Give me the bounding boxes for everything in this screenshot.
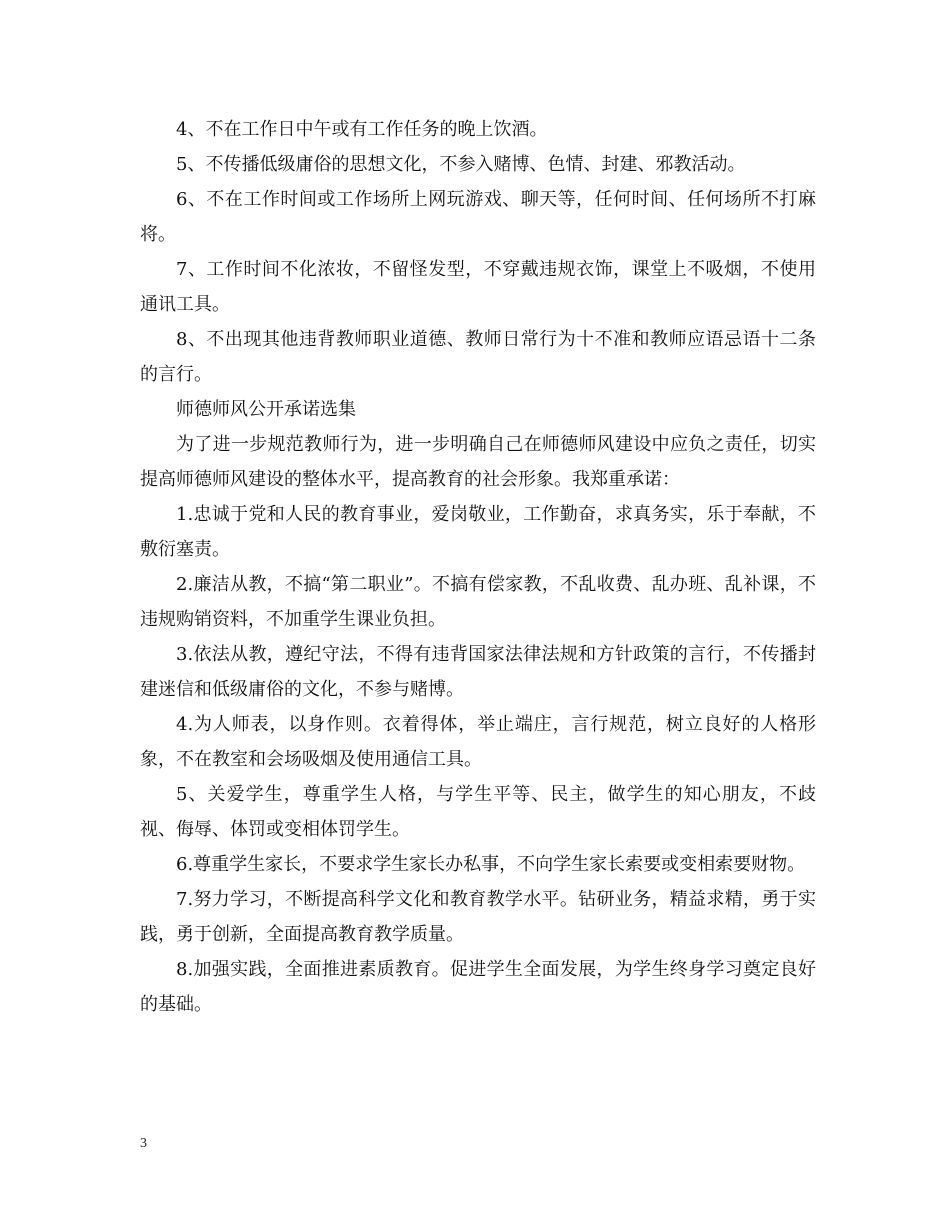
pledge-item-4: 4.为人师表，以身作则。衣着得体，举止端庄，言行规范，树立良好的人格形象，不在教室和会场吸烟及使用通信工具。 — [140, 714, 816, 770]
pledge-item-6: 6.尊重学生家长，不要求学生家长办私事，不向学生家长索要或变相索要财物。 — [176, 854, 806, 875]
pledge-item-7: 7.努力学习，不断提高科学文化和教育教学水平。钻研业务，精益求精，勇于实践，勇于创新，全面提高教育教学质量。 — [140, 889, 816, 945]
section-heading: 师德师风公开承诺选集 — [176, 399, 356, 420]
document-body — [140, 112, 816, 1022]
paragraph-rule-5: 5、不传播低级庸俗的思想文化，不参入赌博、色情、封建、邪教活动。 — [176, 154, 746, 175]
page-number: 3 — [140, 1136, 147, 1151]
paragraph-rule-8: 8、不出现其他违背教师职业道德、教师日常行为十不准和教师应语忌语十二条的言行。 — [140, 329, 816, 385]
paragraph-rule-7: 7、工作时间不化浓妆，不留怪发型，不穿戴违规衣饰，课堂上不吸烟，不使用通讯工具。 — [140, 259, 816, 315]
pledge-item-3: 3.依法从教，遵纪守法，不得有违背国家法律法规和方针政策的言行，不传播封建迷信和低级庸俗的文化，不参与赌博。 — [140, 644, 816, 700]
pledge-item-2: 2.廉洁从教，不搞“第二职业”。不搞有偿家教，不乱收费、乱办班、乱补课，不违规购销资料，不加重学生课业负担。 — [140, 574, 816, 630]
pledge-item-5: 5、关爱学生，尊重学生人格，与学生平等、民主，做学生的知心朋友，不歧视、侮辱、体罚或变相体罚学生。 — [140, 784, 816, 840]
pledge-item-8: 8.加强实践，全面推进素质教育。促进学生全面发展，为学生终身学习奠定良好的基础。 — [140, 959, 816, 1015]
paragraph-intro: 为了进一步规范教师行为，进一步明确自己在师德师风建设中应负之责任，切实提高师德师风建设的整体水平，提高教育的社会形象。我郑重承诺： — [140, 434, 816, 490]
pledge-item-1: 1.忠诚于党和人民的教育事业，爱岗敬业，工作勤奋，求真务实，乐于奉献，不敷衍塞责。 — [140, 504, 816, 560]
paragraph-rule-4: 4、不在工作日中午或有工作任务的晚上饮酒。 — [176, 119, 548, 140]
paragraph-rule-6: 6、不在工作时间或工作场所上网玩游戏、聊天等，任何时间、任何场所不打麻将。 — [140, 189, 816, 245]
